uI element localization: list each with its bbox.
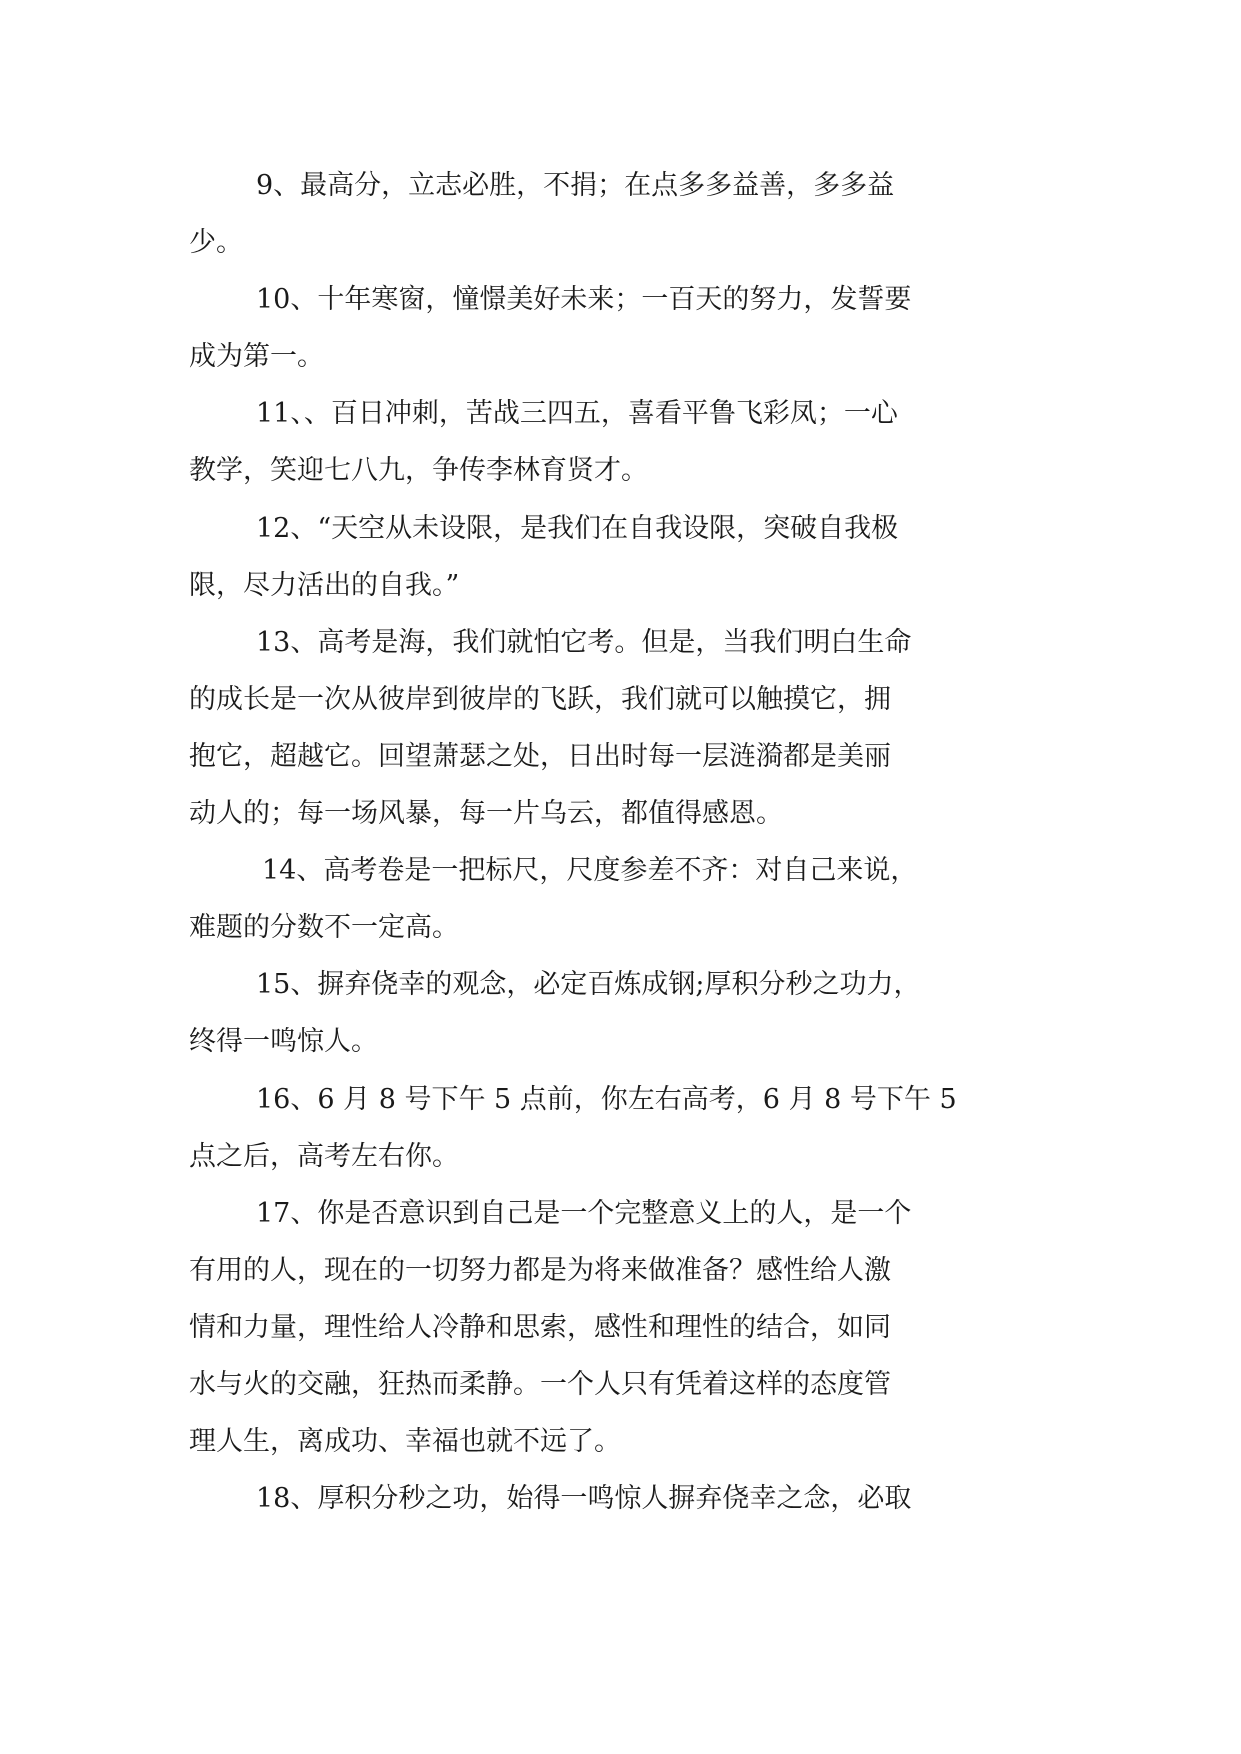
paragraph-16-line-2: 点之后，高考左右你。 [189,1141,459,1172]
paragraph-15-line-2: 终得一鸣惊人。 [189,1026,378,1057]
paragraph-16-line-1: 16、6 月 8 号下午 5 点前，你左右高考，6 月 8 号下午 5 [256,1084,957,1115]
paragraph-15-line-1: 15、摒弃侥幸的观念，必定百炼成钢;厚积分秒之功力， [256,969,921,1000]
paragraph-11-line-1: 11、、百日冲刺，苦战三四五，喜看平鲁飞彩凤；一心 [256,398,898,429]
paragraph-17-line-1: 17、你是否意识到自己是一个完整意义上的人，是一个 [256,1198,912,1229]
paragraph-9-line-1: 9、最高分，立志必胜，不捐；在点多多益善，多多益 [256,170,895,201]
paragraph-13-line-4: 动人的；每一场风暴，每一片乌云，都值得感恩。 [189,798,783,829]
paragraph-10-line-2: 成为第一。 [189,341,324,372]
paragraph-10-line-1: 10、十年寒窗，憧憬美好未来；一百天的努力，发誓要 [256,284,912,315]
paragraph-13-line-2: 的成长是一次从彼岸到彼岸的飞跃，我们就可以触摸它，拥 [189,684,891,715]
paragraph-13-line-1: 13、高考是海，我们就怕它考。但是，当我们明白生命 [256,627,912,658]
paragraph-17-line-5: 理人生，离成功、幸福也就不远了。 [189,1426,621,1457]
paragraph-13-line-3: 抱它，超越它。回望萧瑟之处，日出时每一层涟漪都是美丽 [189,741,891,772]
paragraph-17-line-2: 有用的人，现在的一切努力都是为将来做准备？感性给人激 [189,1255,891,1286]
paragraph-17-line-3: 情和力量，理性给人冷静和思索，感性和理性的结合，如同 [189,1312,891,1343]
paragraph-11-line-2: 教学，笑迎七八九，争传李林育贤才。 [189,455,648,486]
paragraph-14-line-2: 难题的分数不一定高。 [189,912,459,943]
paragraph-14-line-1: 14、高考卷是一把标尺，尺度参差不齐：对自己来说， [262,855,918,886]
paragraph-9-line-2: 少。 [189,227,243,258]
paragraph-18-line-1: 18、厚积分秒之功，始得一鸣惊人摒弃侥幸之念，必取 [256,1483,912,1514]
paragraph-12-line-2: 限，尽力活出的自我。” [189,570,460,601]
paragraph-12-line-1: 12、“天空从未设限，是我们在自我设限，突破自我极 [256,513,899,544]
paragraph-17-line-4: 水与火的交融，狂热而柔静。一个人只有凭着这样的态度管 [189,1369,891,1400]
